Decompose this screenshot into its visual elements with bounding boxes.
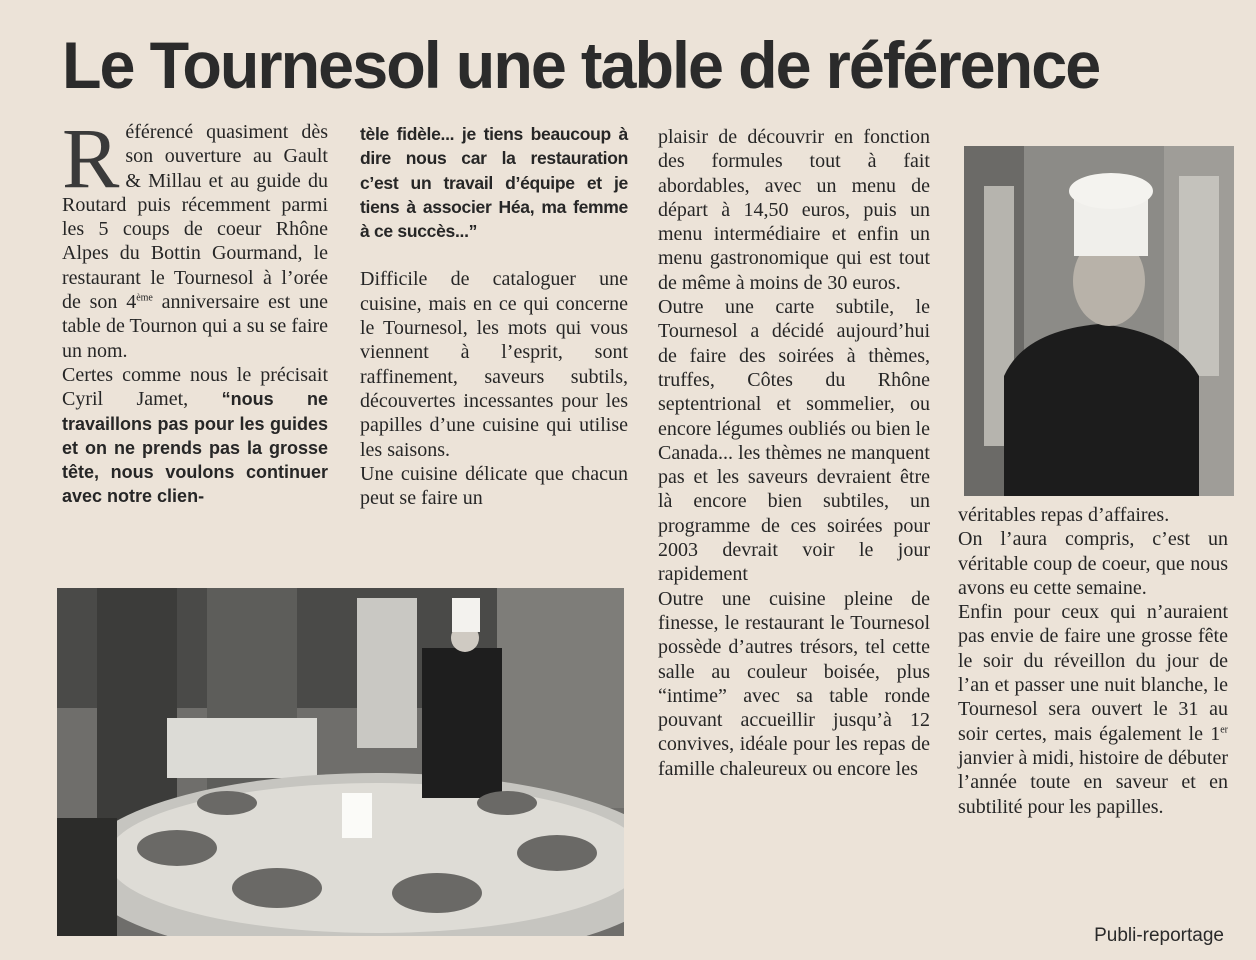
article-column-1 (62, 110, 328, 509)
dining-room-photo (57, 588, 624, 936)
chef-quote-end: tèle fidèle... je tiens beaucoup à dire nous car la restauration c’est un travail d’équipe et je tiens à associer Héa, ma femme à ce succès...” (360, 124, 628, 242)
article-column-4 (958, 503, 1228, 819)
chef-portrait-photo (964, 146, 1234, 496)
publi-reportage-label: Publi-reportage (1094, 925, 1224, 946)
article-column-3 (658, 125, 930, 781)
new-year-paragraph: Enfin pour ceux qui n’auraient pas envie de faire une grosse fête le soir du réveillon du jour de l’an et passer une nuit blanche, le Tournesol sera ouvert le 31 au soir certes, mais également le 1er janvier à midi, histoire de débuter l’année toute en saveur et en subtilité pour les papilles. (958, 601, 1228, 818)
business-meals-line: véritables repas d’affaires. (958, 504, 1170, 526)
article-column-2 (360, 122, 628, 510)
headline: Le Tournesol une table de référence (62, 28, 1100, 102)
dining-room-illustration (57, 588, 624, 936)
quote-intro-paragraph: Certes comme nous le précisait Cyril Jamet, “nous ne travaillons pas pour les guides et on ne prends pas la grosse tête, nous voulons continuer avec notre clien- (62, 363, 328, 507)
coup-de-coeur-paragraph: On l’aura compris, c’est un véritable coup de coeur, que nous avons eu cette semaine. (958, 528, 1228, 599)
drop-cap: R (62, 110, 120, 206)
intro-paragraph: Référencé quasiment dès son ouverture au Gault & Millau et au guide du Routard puis récemment parmi les 5 coups de coeur Rhône Alpes du Bottin Gourmand, le restaurant le Tournesol à l’orée de son 4ème anniversaire est une table de Tournon qui a su se faire un nom. (62, 110, 328, 362)
cuisine-paragraph: Difficile de cataloguer une cuisine, mais en ce qui concerne le Tournesol, les mots qui vous viennent à l’esprit, sont raffinement, saveurs subtils, découvertes incessantes pour les papilles d’une cuisine qui utilise les saisons. (360, 268, 628, 461)
theme-evenings-paragraph: Outre une carte subtile, le Tournesol a décidé aujourd’hui de faire des soirées à thèmes, truffes, Côtes du Rhône septentrional et sommelier, ou encore légumes oubliés ou bien le Canada... les thèmes ne manquent pas et les saveurs devraient être là encore bien subtiles, un programme de ces soirées pour 2003 devrait voir le jour rapidement (658, 296, 930, 586)
chef-portrait-illustration (964, 146, 1234, 496)
chef-quote-start: “nous ne travaillons pas pour les guides et on ne prends pas la grosse tête, nous voulons continuer avec notre clien- (62, 389, 328, 507)
menu-paragraph: plaisir de découvrir en fonction des formules tout à fait abordables, avec un menu de départ à 14,50 euros, puis un menu intermédiaire et enfin un menu gastronomique qui est tout de même à moins de 30 euros. (658, 126, 930, 294)
cuisine-delicate-paragraph: Une cuisine délicate que chacun peut se faire un (360, 462, 628, 510)
dining-room-paragraph: Outre une cuisine pleine de finesse, le restaurant le Tournesol possède d’autres trésors, tel cette salle au couleur boisée, plus “intime” avec sa table ronde pouvant accueillir jusqu’à 12 convives, idéale pour les repas de famille chaleureux ou encore les (658, 587, 930, 780)
